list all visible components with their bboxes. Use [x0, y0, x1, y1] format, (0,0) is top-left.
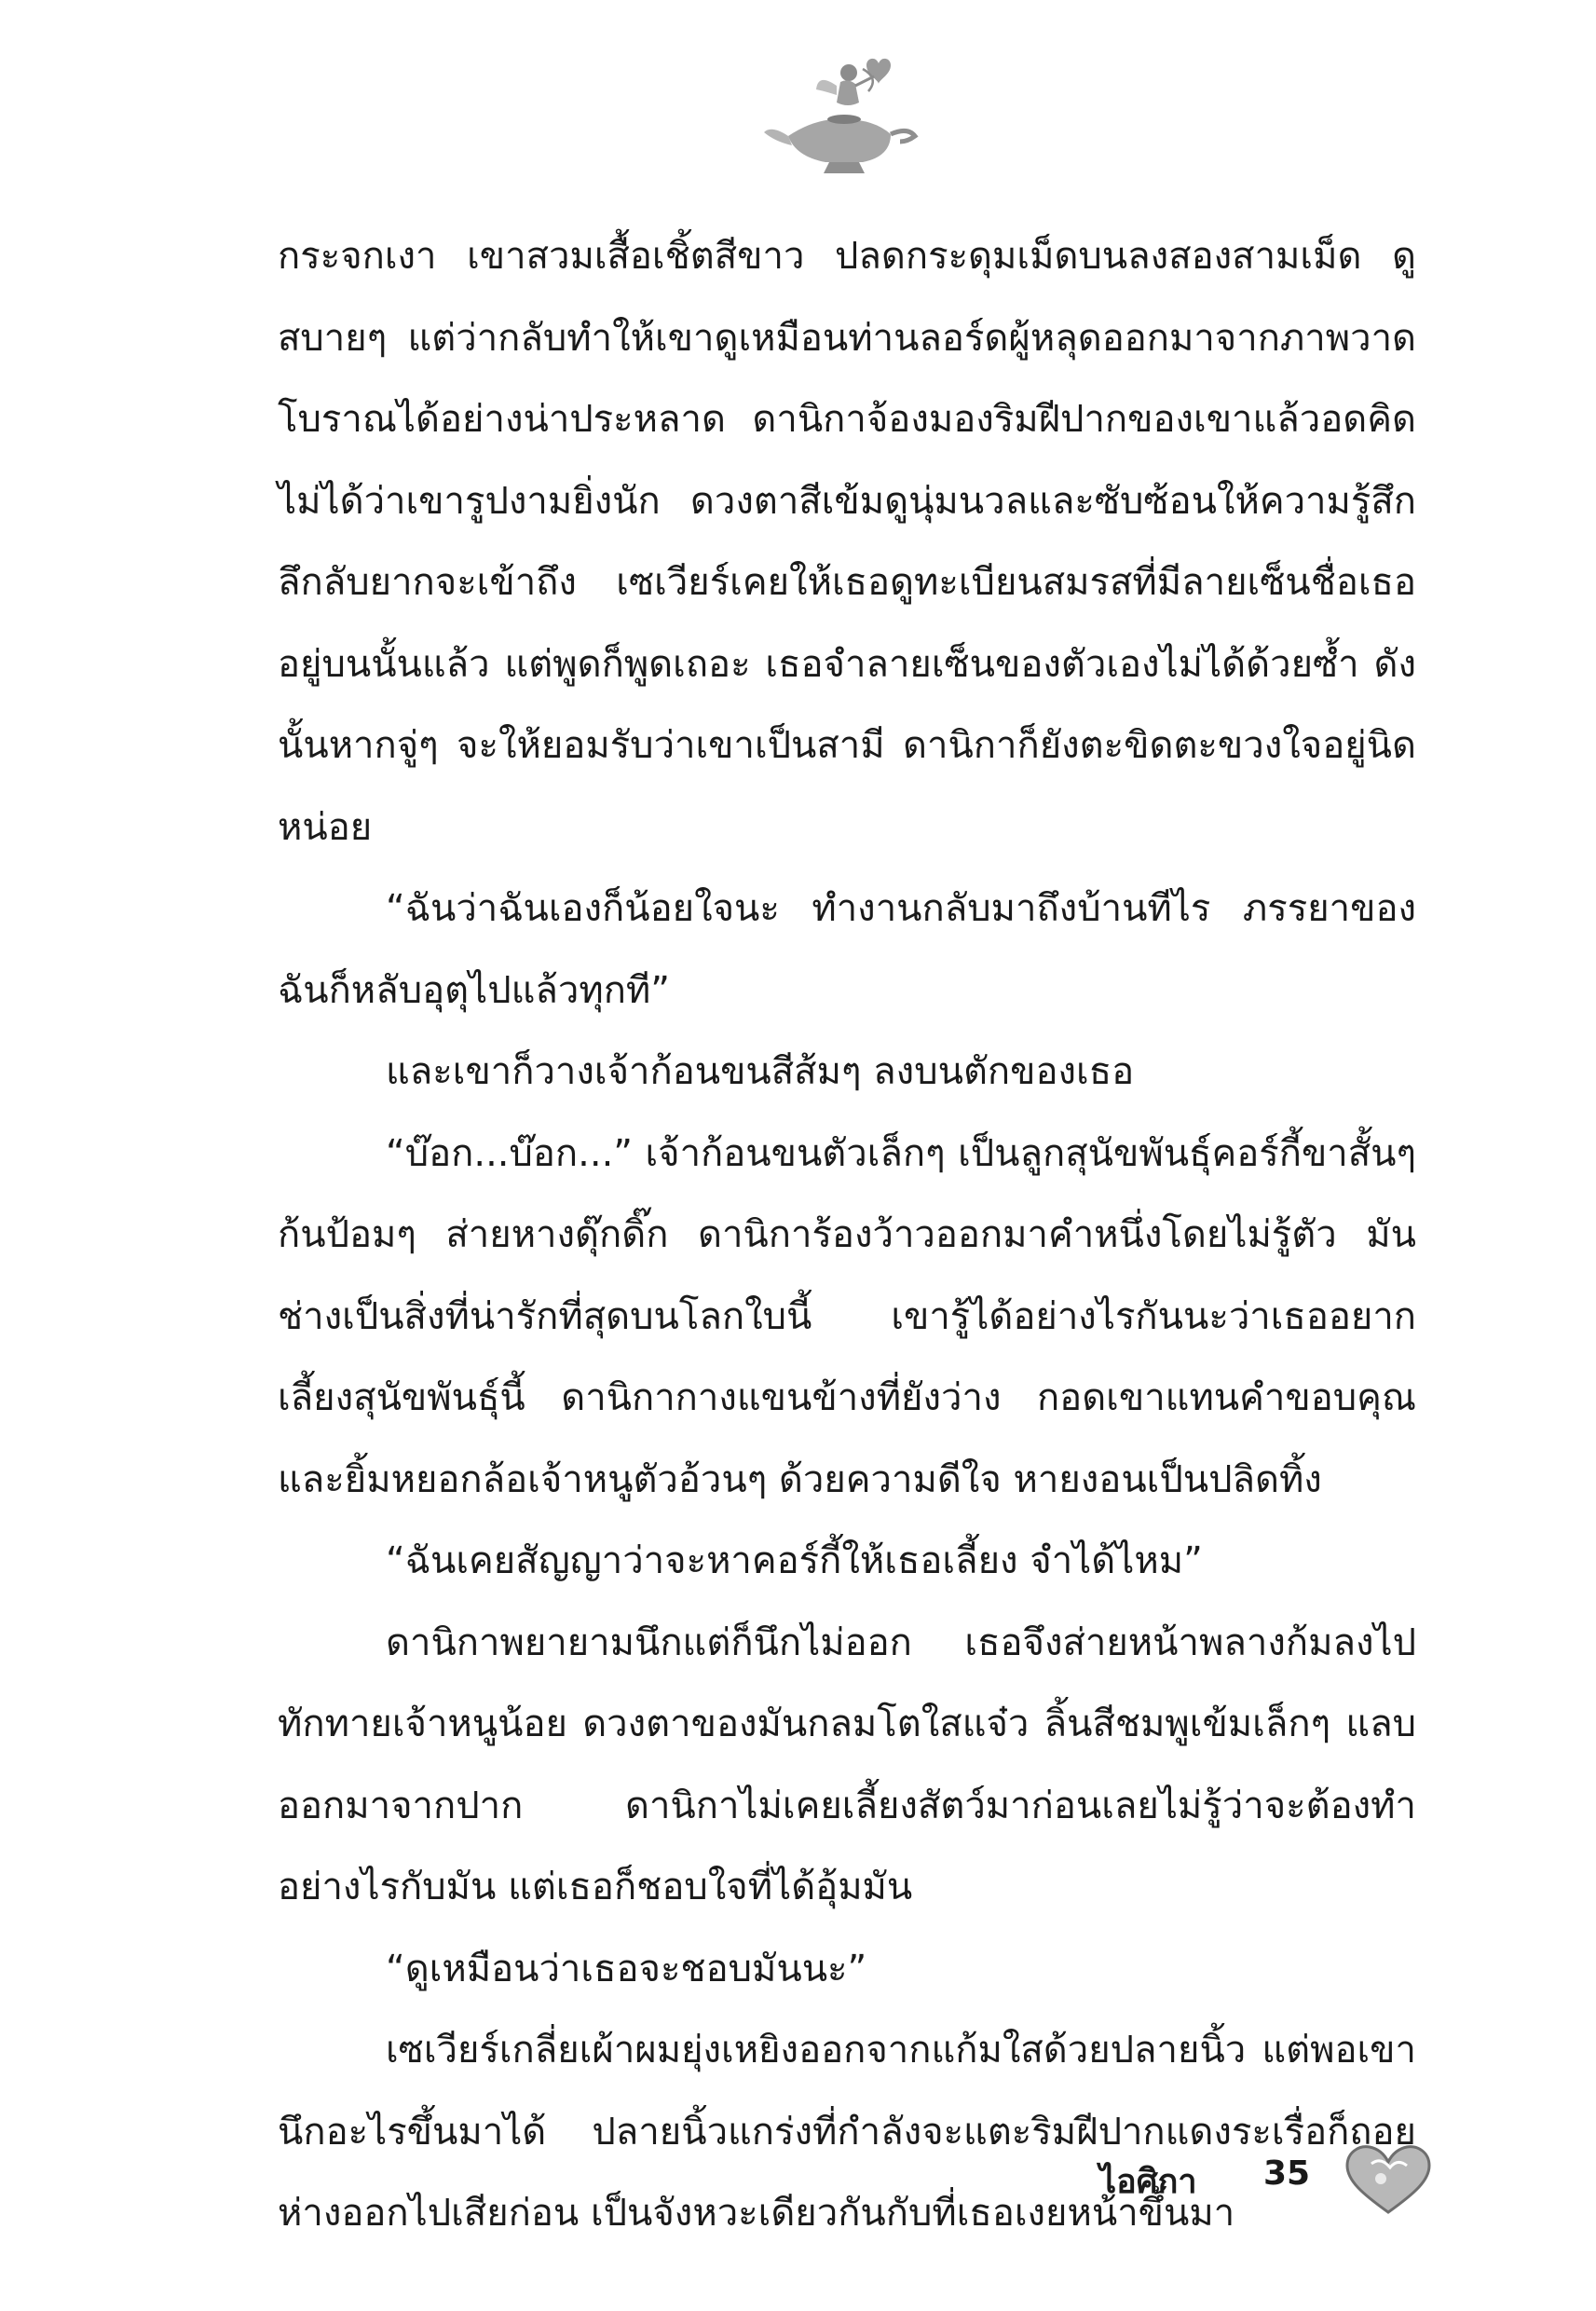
paragraph: กระจกเงา เขาสวมเสื้อเชิ้ตสีขาว ปลดกระดุมเม็ดบนลงสองสามเม็ด ดูสบายๆ แต่ว่ากลับทำให้เขาดูเหมือนท่านลอร์ดผู้หลุดออกมาจากภาพวาดโบราณได้อย่างน่าประหลาด ดานิกาจ้องมองริมฝีปากของเขาแล้วอดคิดไม่ได้ว่าเขารูปงามยิ่งนัก ดวงตาสีเข้มดูนุ่มนวลและซับซ้อนให้ความรู้สึกลึกลับยากจะเข้าถึง เซเวียร์เคยให้เธอดูทะเบียนสมรสที่มีลายเซ็นชื่อเธออยู่บนนั้นแล้ว แต่พูดก็พูดเถอะ เธอจำลายเซ็นของตัวเองไม่ได้ด้วยซ้ำ ดังนั้นหากจู่ๆ จะให้ยอมรับว่าเขาเป็นสามี ดานิกาก็ยังตะขิดตะขวงใจอยู่นิดหน่อย — [278, 235, 1416, 849]
body-text — [278, 216, 1416, 2255]
paragraph: “ดูเหมือนว่าเธอจะชอบมันนะ” — [386, 1947, 867, 1990]
paragraph: ดานิกาพยายามนึกแต่ก็นึกไม่ออก เธอจึงส่ายหน้าพลางก้มลงไปทักทายเจ้าหนูน้อย ดวงตาของมันกลมโตใสแจ๋ว ลิ้นสีชมพูเข้มเล็กๆ แลบออกมาจากปาก ดานิกาไม่เคยเลี้ยงสัตว์มาก่อนเลยไม่รู้ว่าจะต้องทำอย่างไรกับมัน แต่เธอก็ชอบใจที่ได้อุ้มมัน — [278, 1620, 1416, 1908]
page-number: 35 — [1263, 2154, 1311, 2193]
paragraph: และเขาก็วางเจ้าก้อนขนสีส้มๆ ลงบนตักของเธอ — [386, 1050, 1135, 1093]
heart-icon — [1344, 2143, 1433, 2218]
paragraph: “บ๊อก...บ๊อก...” เจ้าก้อนขนตัวเล็กๆ เป็นลูกสุนัขพันธุ์คอร์กี้ขาสั้นๆ ก้นป้อมๆ ส่ายหางดุ๊กดิ๊ก ดานิการ้องว้าวออกมาคำหนึ่งโดยไม่รู้ตัว มันช่างเป็นสิ่งที่น่ารักที่สุดบนโลกใบนี้ เขารู้ได้อย่างไรกันนะว่าเธออยากเลี้ยงสุนัขพันธุ์นี้ ดานิกากางแขนข้างที่ยังว่าง กอดเขาแทนคำขอบคุณและยิ้มหยอกล้อเจ้าหนูตัวอ้วนๆ ด้วยความดีใจ หายงอนเป็นปลิดทิ้ง — [278, 1131, 1416, 1501]
paragraph: เซเวียร์เกลี่ยเผ้าผมยุ่งเหยิงออกจากแก้มใสด้วยปลายนิ้ว แต่พอเขานึกอะไรขึ้นมาได้ ปลายนิ้วแกร่งที่กำลังจะแตะริมฝีปากแดงระเรื่อก็ถอยห่างออกไปเสียก่อน เป็นจังหวะเดียวกันกับที่เธอเงยหน้าขึ้นมา — [278, 2029, 1416, 2235]
paragraph: “ฉันว่าฉันเองก็น้อยใจนะ ทำงานกลับมาถึงบ้านทีไร ภรรยาของฉันก็หลับอุตุไปแล้วทุกที” — [278, 887, 1416, 1012]
paragraph: “ฉันเคยสัญญาว่าจะหาคอร์กี้ให้เธอเลี้ยง จำได้ไหม” — [386, 1539, 1203, 1582]
page-footer — [1099, 2143, 1435, 2218]
cupid-teapot-icon — [751, 45, 937, 185]
book-title: ไอศิกา — [1099, 2163, 1197, 2201]
